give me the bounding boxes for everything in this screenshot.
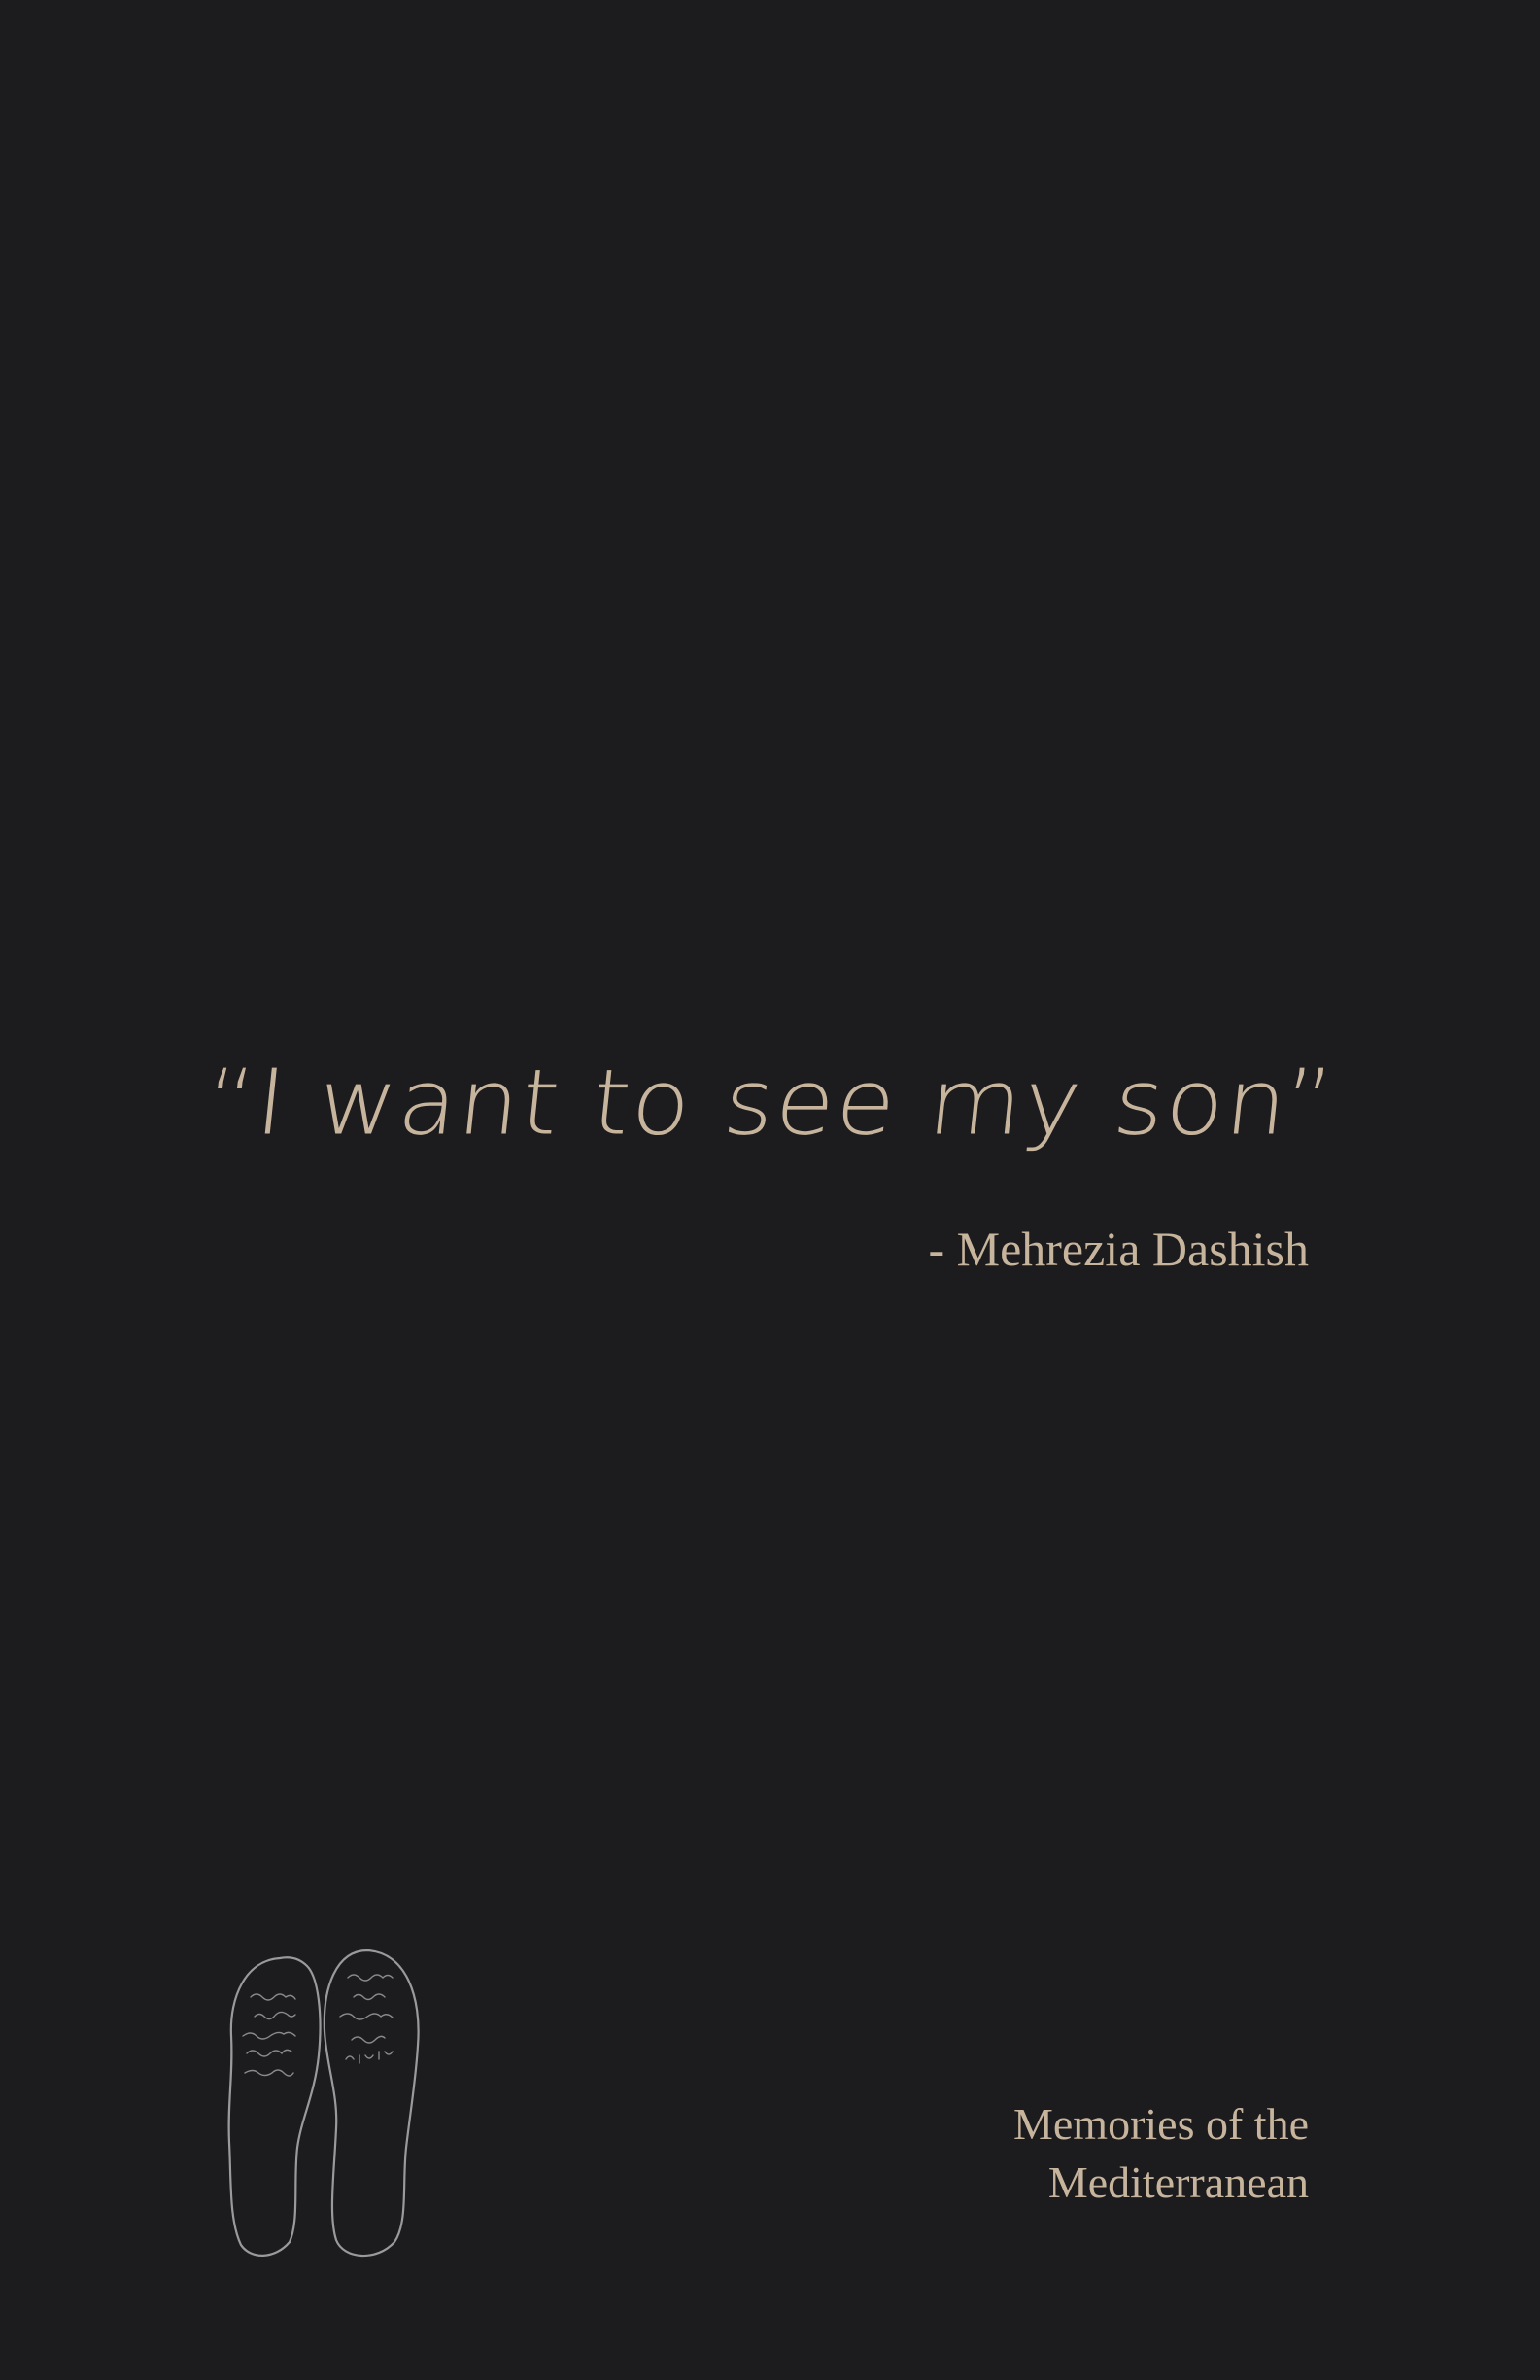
right-sole-outline: [325, 1950, 419, 2256]
quote-attribution: - Mehrezia Dashish: [928, 1222, 1309, 1276]
book-title-line-1: Memories of the: [1012, 2099, 1309, 2149]
shoe-soles-icon: [222, 1939, 435, 2259]
book-title-line-2: Mediterranean: [1047, 2157, 1309, 2207]
left-sole-outline: [229, 1957, 321, 2256]
quote-text: “I want to see my son”: [199, 1050, 1341, 1156]
book-title: [1013, 2095, 1309, 2212]
